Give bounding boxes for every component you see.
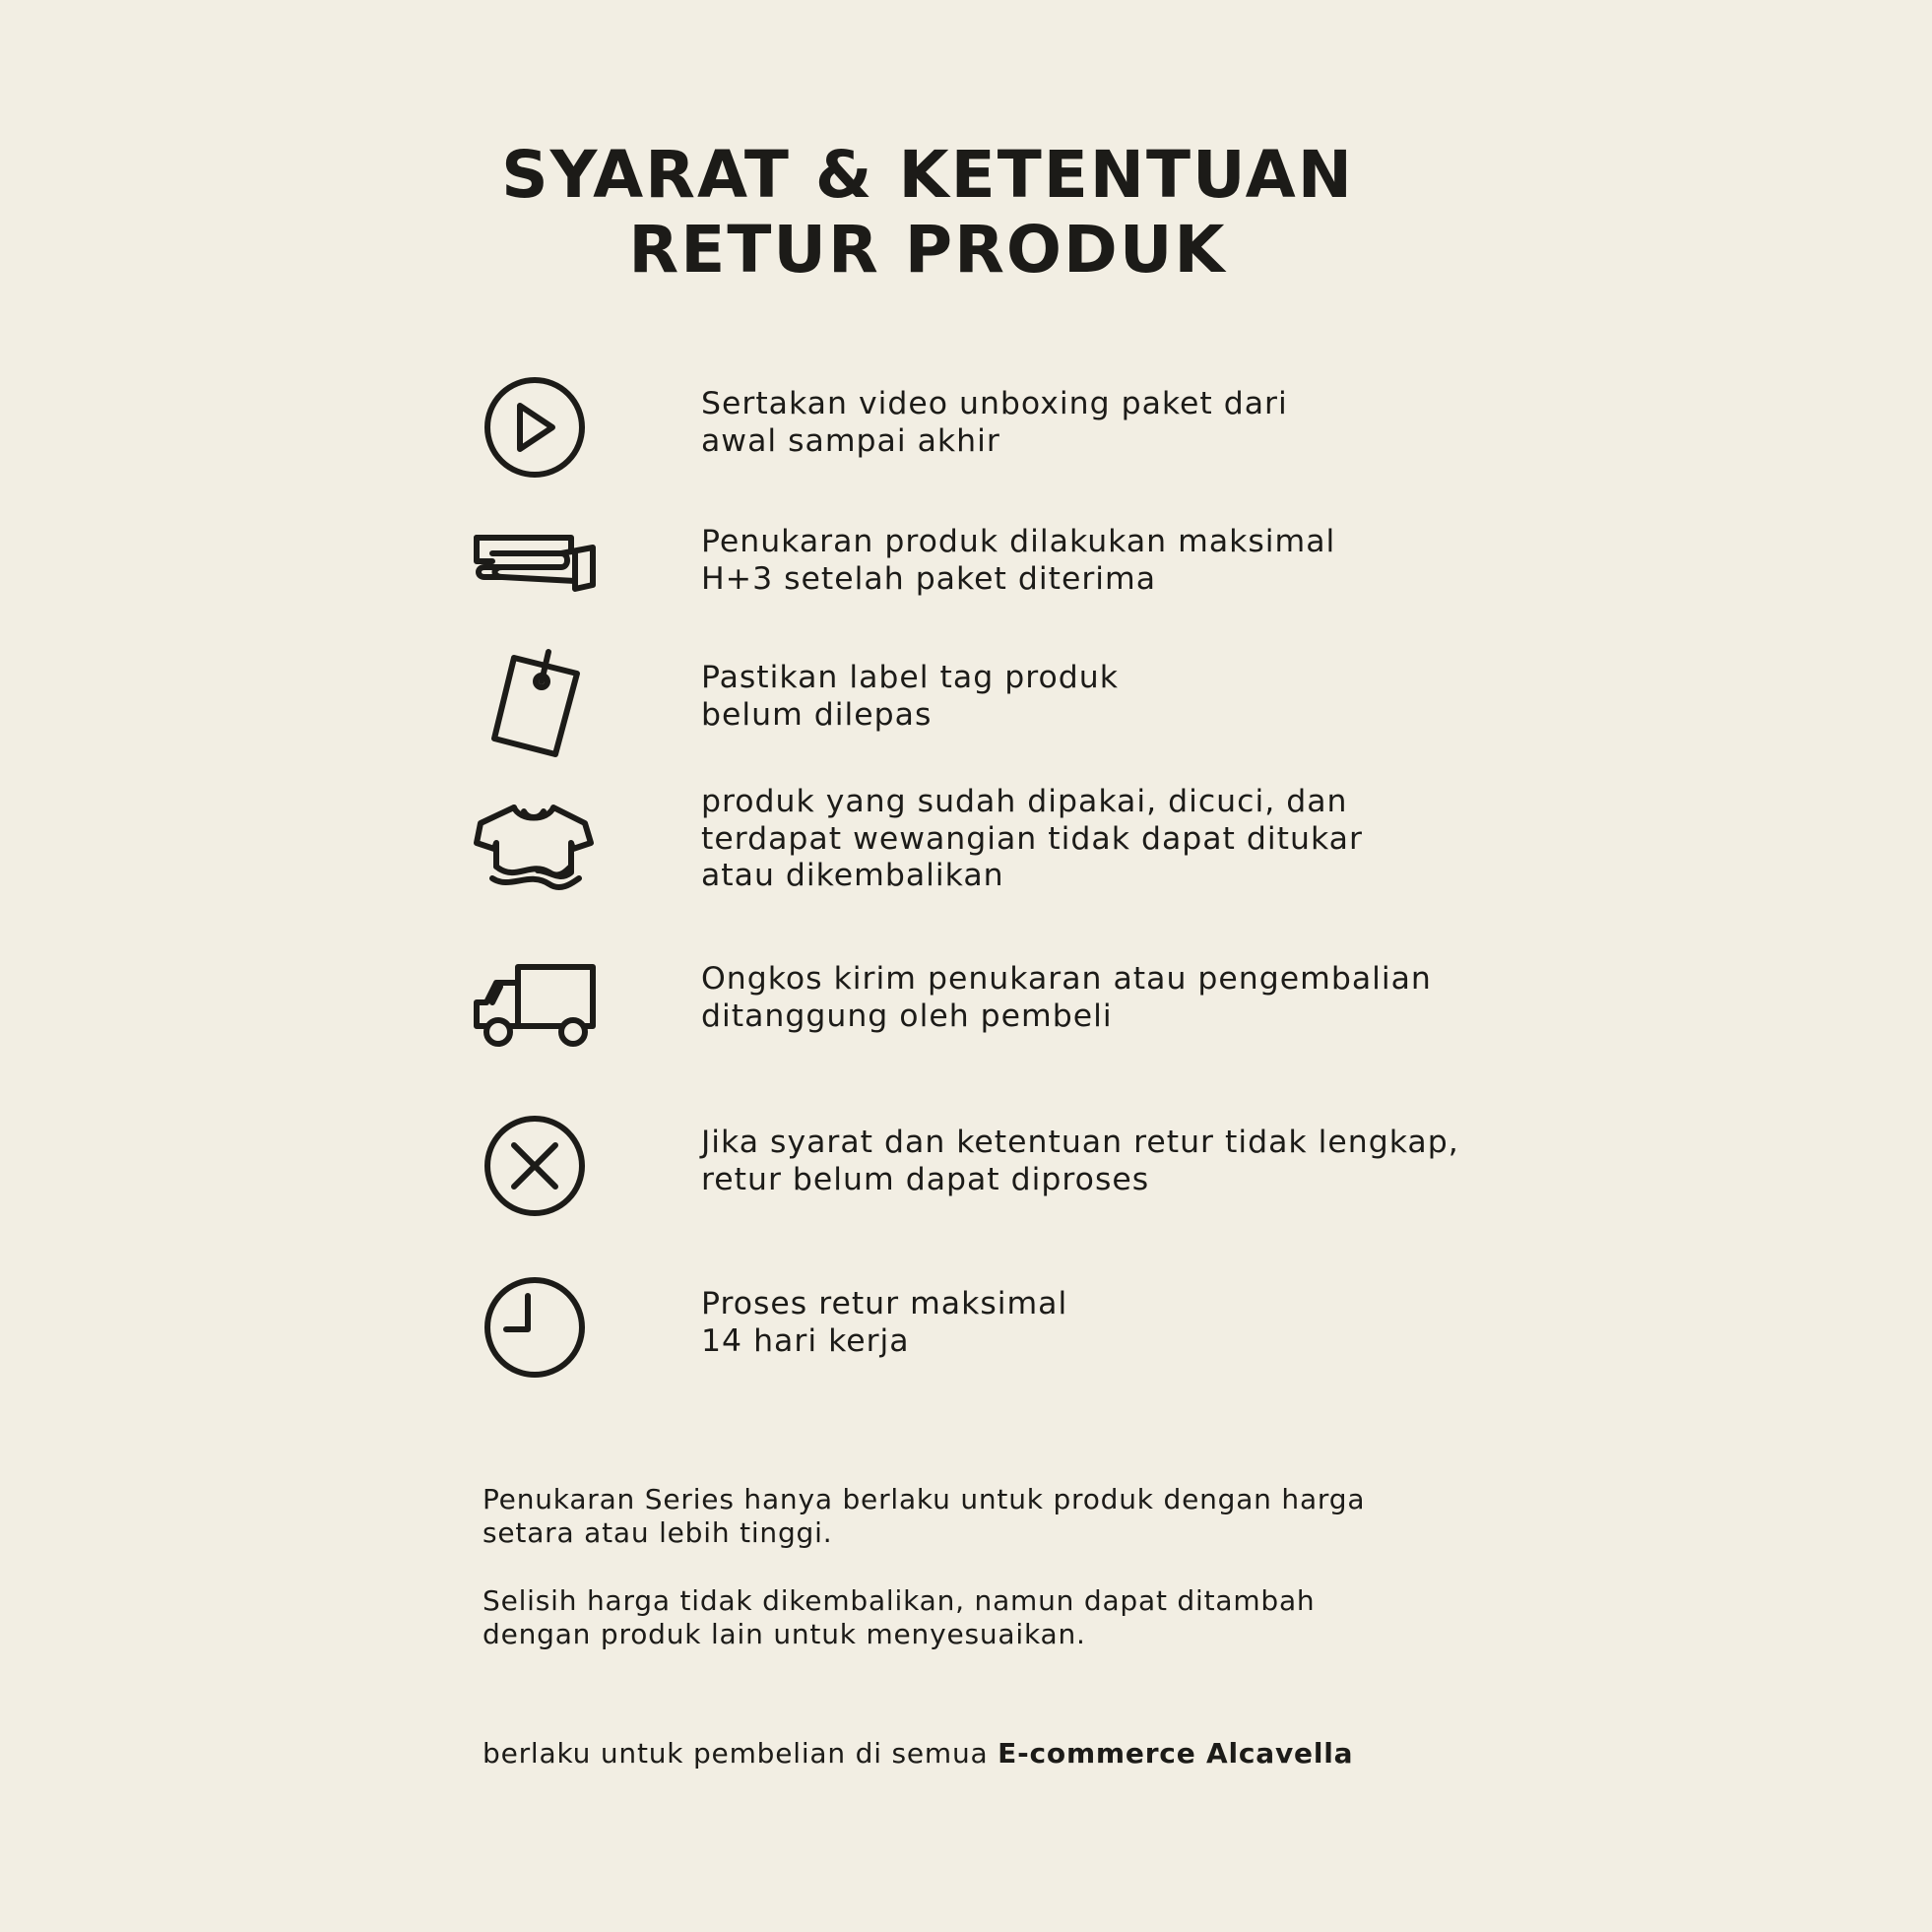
item-text-line: retur belum dapat diproses <box>701 1161 1150 1197</box>
note-text-line: Selisih harga tidak dikembalikan, namun dapat ditambah <box>483 1584 1316 1617</box>
item-text-line: 14 hari kerja <box>701 1322 910 1359</box>
item-text-line: Penukaran produk dilakukan maksimal <box>701 524 1336 559</box>
clock-icon <box>471 1272 599 1400</box>
title-line-2: RETUR PRODUK <box>628 212 1227 288</box>
item-text-line: ditanggung oleh pembeli <box>701 998 1113 1034</box>
footer-note <box>483 1737 1353 1771</box>
item-text-line: terdapat wewangian tidak dapat ditukar <box>701 820 1363 857</box>
note-text-line: Penukaran Series hanya berlaku untuk produk dengan harga <box>483 1483 1366 1515</box>
item-text-line: Pastikan label tag produk <box>701 660 1119 695</box>
item-text-line: belum dilepas <box>701 696 933 733</box>
note-price-difference <box>483 1584 1566 1651</box>
note-series-exchange <box>483 1483 1566 1550</box>
note-text-line: dengan produk lain untuk menyesuaikan. <box>483 1618 1086 1650</box>
item-text-line: produk yang sudah dipakai, dicuci, dan <box>701 784 1348 819</box>
delivery-truck-icon <box>471 945 599 1073</box>
item-text-line: Proses retur maksimal <box>701 1286 1068 1321</box>
tshirt-icon <box>471 788 599 916</box>
page-title <box>0 138 1855 288</box>
footer-brand: E-commerce Alcavella <box>998 1737 1354 1770</box>
item-text-line: Ongkos kirim penukaran atau pengembalian <box>701 961 1432 997</box>
item-text-line: Sertakan video unboxing paket dari <box>701 386 1288 421</box>
item-text-line: atau dikembalikan <box>701 858 1004 893</box>
item-text-line: H+3 setelah paket diterima <box>701 560 1157 597</box>
folded-clothes-icon <box>471 512 599 640</box>
footer-prefix: berlaku untuk pembelian di semua <box>483 1737 998 1770</box>
item-text-line: awal sampai akhir <box>701 422 1000 459</box>
item-text-line: Jika syarat dan ketentuan retur tidak lengkap, <box>701 1125 1459 1160</box>
cross-circle-icon <box>471 1111 599 1239</box>
note-text-line: setara atau lebih tinggi. <box>483 1516 833 1549</box>
title-line-1: SYARAT & KETENTUAN <box>501 137 1354 213</box>
play-circle-icon <box>471 374 599 502</box>
price-tag-icon <box>471 648 599 776</box>
